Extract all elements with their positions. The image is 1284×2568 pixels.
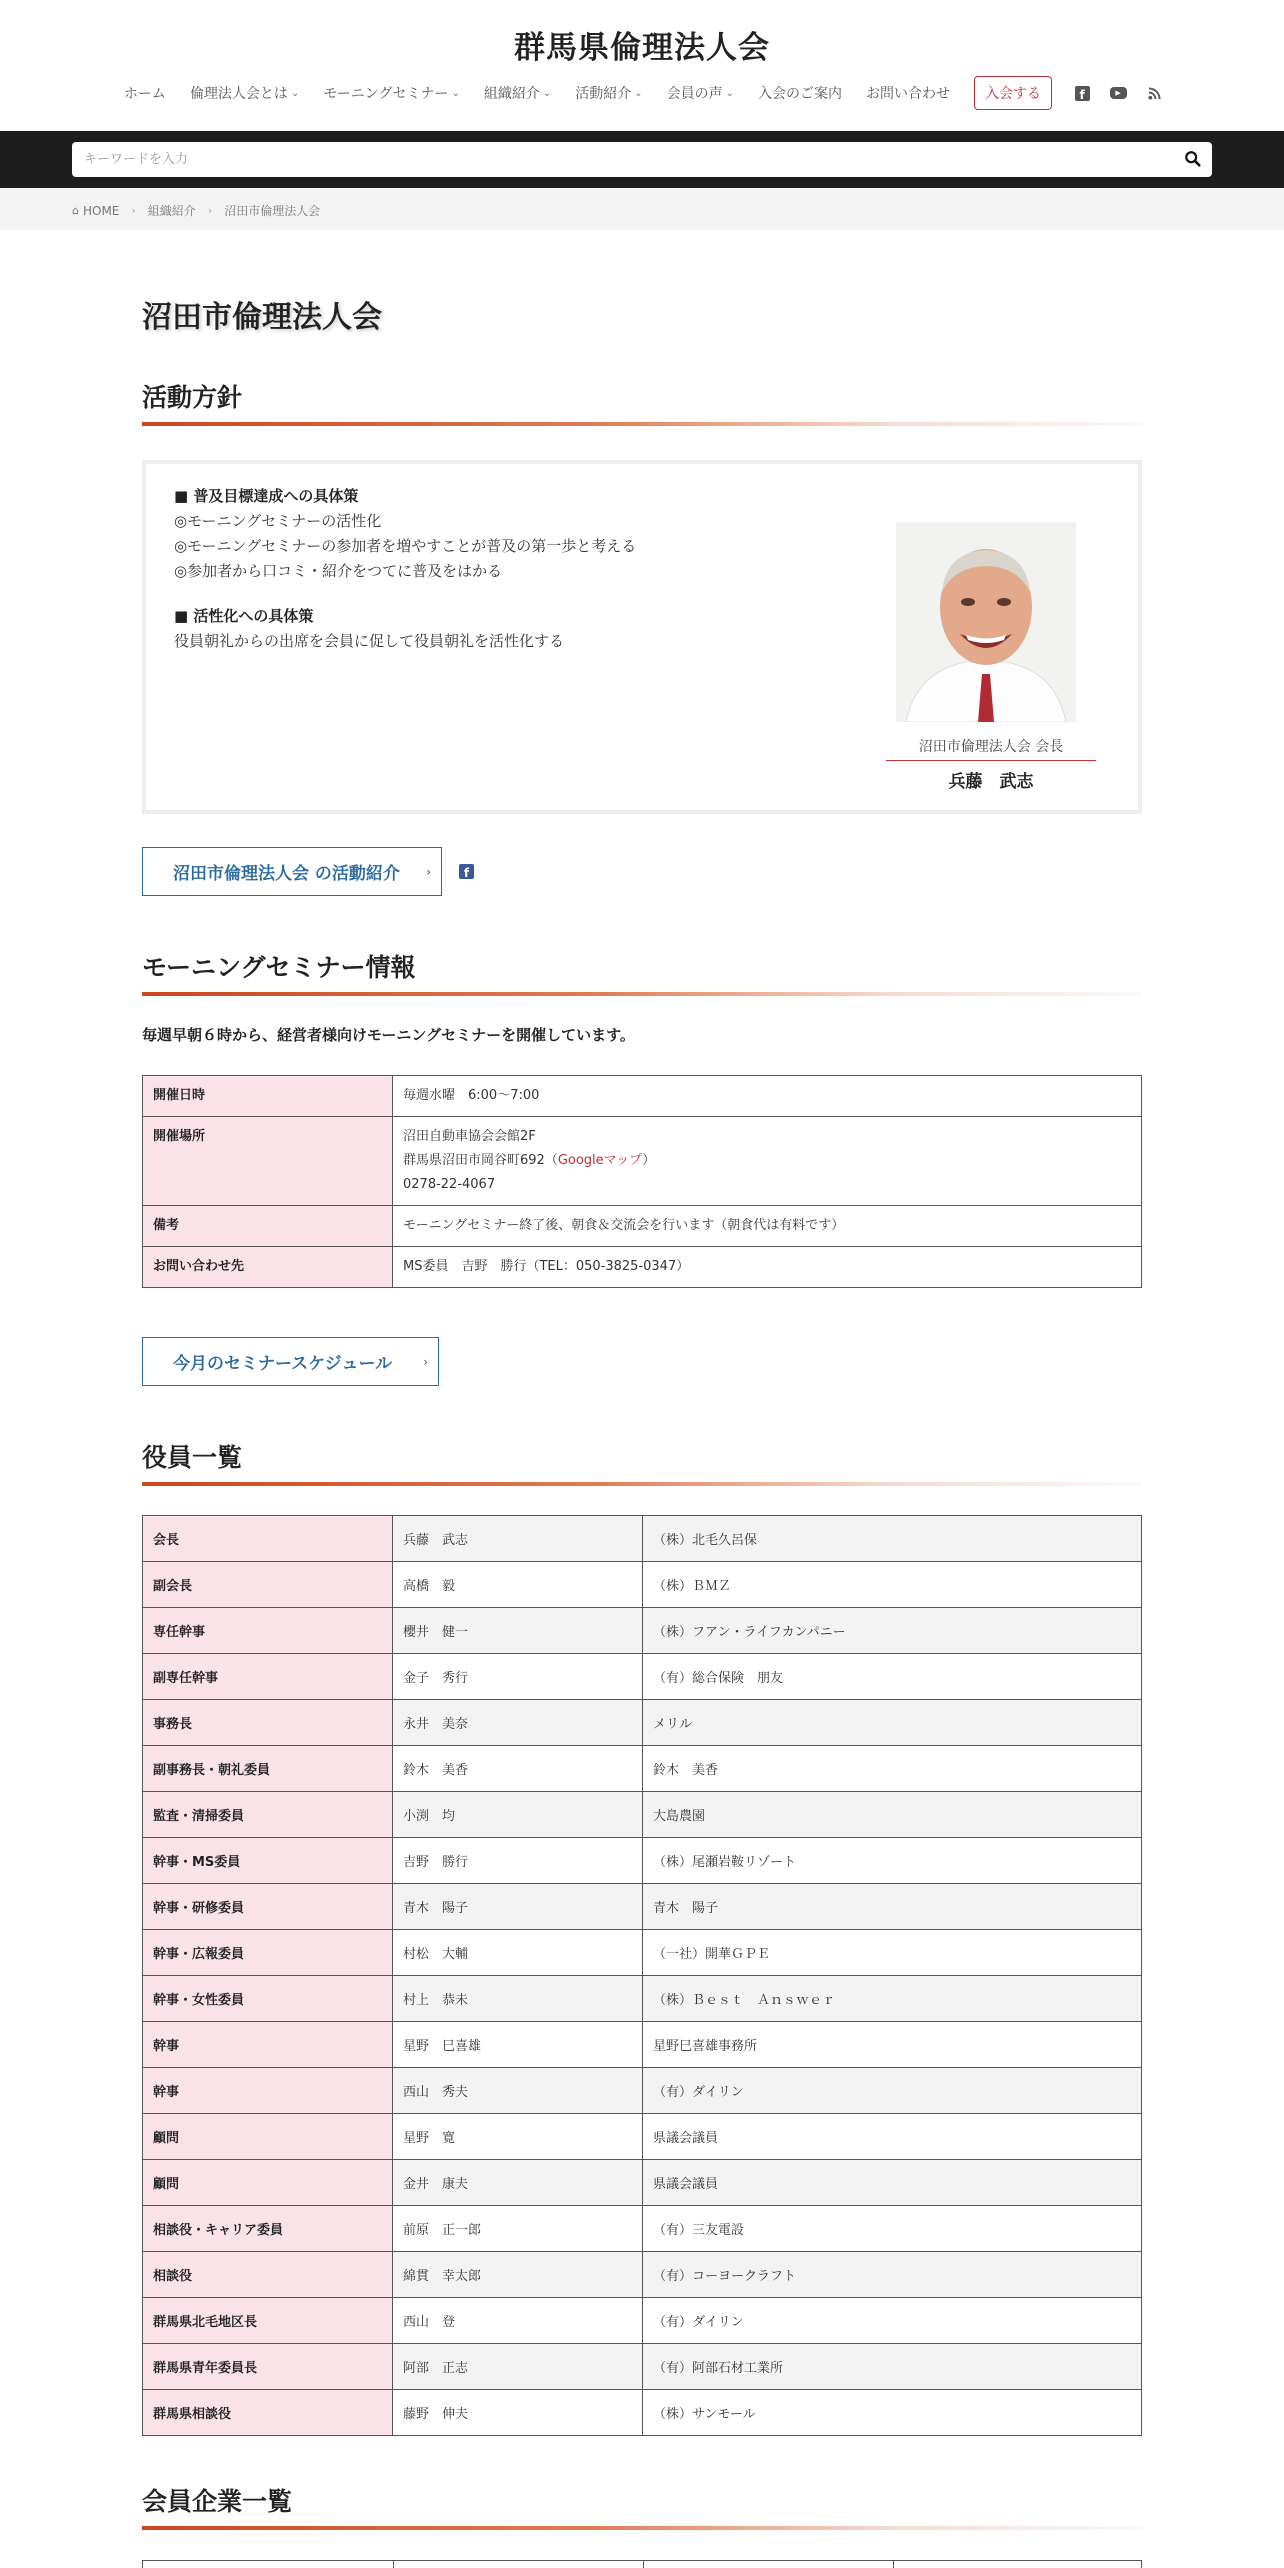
table-row: [143, 1654, 1142, 1700]
breadcrumb-separator-icon: ›: [131, 204, 136, 217]
table-row: [143, 2068, 1142, 2114]
officer-role: 顧問: [143, 2114, 393, 2160]
policy-text: [174, 484, 636, 654]
officer-role: 副事務長・朝礼委員: [143, 1746, 393, 1792]
seminar-heading-text: モーニングセミナー情報: [142, 953, 416, 982]
policy-box: [142, 460, 1142, 814]
officer-company: （有）ダイリン: [643, 2068, 1142, 2114]
table-row: [143, 1792, 1142, 1838]
seminar-lead: 毎週早朝６時から、経営者様向けモーニングセミナーを開催しています。: [142, 1026, 635, 1044]
table-row: [143, 1884, 1142, 1930]
officer-company: 県議会議員: [643, 2160, 1142, 2206]
officer-name: 西山 登: [393, 2298, 643, 2344]
officer-name: 小渕 均: [393, 1792, 643, 1838]
officer-role: 副専任幹事: [143, 1654, 393, 1700]
officer-name: 綿貫 幸太郎: [393, 2252, 643, 2298]
nav-item[interactable]: [124, 83, 166, 103]
table-row: [143, 1838, 1142, 1884]
officer-role: 群馬県青年委員長: [143, 2344, 393, 2390]
table-row: [143, 2160, 1142, 2206]
officer-name: 金井 康夫: [393, 2160, 643, 2206]
officer-name: 吉野 勝行: [393, 1838, 643, 1884]
table-row: [143, 1930, 1142, 1976]
heading-rule: [142, 2526, 1142, 2530]
activity-link-label: 沼田市倫理法人会 の活動紹介: [173, 864, 400, 884]
officer-company: （株）尾瀬岩鞍リゾート: [643, 1838, 1142, 1884]
table-row: [143, 1976, 1142, 2022]
table-row: [143, 2344, 1142, 2390]
table-value: MS委員 吉野 勝行（TEL：050-3825-0347）: [393, 1247, 1142, 1288]
nav-item-label: ホーム: [123, 86, 166, 102]
chevron-down-icon: ⌄: [542, 87, 552, 99]
officer-company: メリル: [643, 1700, 1142, 1746]
table-key: 備考: [143, 1206, 393, 1247]
officers-heading: [142, 1438, 1142, 1474]
officer-company: （株）サンモール: [643, 2390, 1142, 2436]
table-row: [143, 1247, 1142, 1288]
table-row: [143, 2206, 1142, 2252]
join-button[interactable]: 入会する: [974, 76, 1052, 110]
officer-company: （株）フアン・ライフカンパニー: [643, 1608, 1142, 1654]
officer-company: 鈴木 美香: [643, 1746, 1142, 1792]
officer-company: 大島農園: [643, 1792, 1142, 1838]
breadcrumb-parent[interactable]: 組織紹介: [147, 204, 196, 218]
table-row: [143, 2390, 1142, 2436]
table-row: [143, 2298, 1142, 2344]
table-key: 開催場所: [143, 1117, 393, 1206]
officer-role: 監査・清掃委員: [143, 1792, 393, 1838]
officer-name: 藤野 伸夫: [393, 2390, 643, 2436]
officer-company: （有）阿部石材工業所: [643, 2344, 1142, 2390]
officer-name: 兵藤 武志: [393, 1516, 643, 1562]
officers-table: [142, 1515, 1142, 2436]
officer-role: 幹事: [143, 2022, 393, 2068]
seminar-info-table: [142, 1075, 1142, 1288]
officer-role: 副会長: [143, 1562, 393, 1608]
nav-item-label: 活動紹介: [575, 86, 632, 102]
place-address: 群馬県沼田市岡谷町692（: [403, 1153, 558, 1168]
members-table: [142, 2560, 1142, 2568]
search-box: [72, 142, 1212, 177]
chevron-right-icon: ›: [423, 1354, 428, 1369]
policy-section2-title: ■ 活性化への具体策: [174, 607, 314, 625]
table-value: 毎週水曜 6:00～7:00: [393, 1076, 1142, 1117]
nav-item[interactable]: [323, 83, 460, 103]
table-row: [143, 1562, 1142, 1608]
schedule-link-label: 今月のセミナースケジュール: [173, 1354, 393, 1374]
policy-section1-title: ■ 普及目標達成への具体策: [174, 487, 359, 505]
nav-item[interactable]: [758, 83, 842, 103]
officer-company: 星野巳喜雄事務所: [643, 2022, 1142, 2068]
nav-item-label: 組織紹介: [483, 86, 540, 102]
place-line: [403, 1149, 1131, 1173]
officer-role: 顧問: [143, 2160, 393, 2206]
table-row: [143, 1206, 1142, 1247]
nav-item[interactable]: [866, 83, 950, 103]
officer-name: 永井 美奈: [393, 1700, 643, 1746]
officer-name: 村松 大輔: [393, 1930, 643, 1976]
officer-company: （一社）開華ＧＰＥ: [643, 1930, 1142, 1976]
officer-name: 金子 秀行: [393, 1654, 643, 1700]
table-row: [143, 1746, 1142, 1792]
table-row: [143, 1076, 1142, 1117]
officer-name: 前原 正一郎: [393, 2206, 643, 2252]
place-line: 沼田自動車協会会館2F: [403, 1129, 536, 1144]
table-value: モーニングセミナー終了後、朝食＆交流会を行います（朝食代は有料です）: [393, 1206, 1142, 1247]
place-line: 0278-22-4067: [403, 1177, 496, 1192]
breadcrumb-current: 沼田市倫理法人会: [224, 204, 321, 218]
heading-rule: [142, 1482, 1142, 1486]
officer-company: 青木 陽子: [643, 1884, 1142, 1930]
officer-role: 会長: [143, 1516, 393, 1562]
president-name: 兵藤 武志: [948, 772, 1034, 792]
breadcrumb: [72, 202, 320, 219]
breadcrumb-separator-icon: ›: [207, 204, 213, 217]
nav-item[interactable]: [667, 83, 734, 103]
policy-heading-text: 活動方針: [142, 383, 243, 412]
members-heading: [142, 2482, 1142, 2518]
policy-line: ◎モーニングセミナーの活性化: [174, 512, 382, 530]
officer-role: 事務長: [143, 1700, 393, 1746]
main-nav: [0, 76, 1284, 110]
nav-item-label: モーニングセミナー: [323, 86, 449, 102]
nav-item-label: 入会のご案内: [758, 86, 843, 102]
officer-company: （株）Ｂｅｓｔ Ａｎｓｗｅｒ: [643, 1976, 1142, 2022]
officer-role: 幹事・女性委員: [143, 1976, 393, 2022]
officer-role: 相談役・キャリア委員: [143, 2206, 393, 2252]
policy-line: ◎モーニングセミナーの参加者を増やすことが普及の第一歩と考える: [174, 537, 637, 555]
table-row: [143, 1608, 1142, 1654]
facebook-icon[interactable]: f: [1072, 83, 1092, 103]
officer-name: 星野 寛: [393, 2114, 643, 2160]
president-photo: [896, 522, 1076, 722]
officer-company: （株）ＢＭＺ: [643, 1562, 1142, 1608]
place-paren: ）: [642, 1153, 656, 1168]
officer-company: 県議会議員: [643, 2114, 1142, 2160]
officer-company: （有）三友電設: [643, 2206, 1142, 2252]
chevron-right-icon: ›: [426, 864, 431, 879]
table-value: [393, 1117, 1142, 1206]
officer-name: 西山 秀夫: [393, 2068, 643, 2114]
table-row: [143, 2252, 1142, 2298]
search-bar: [0, 131, 1284, 188]
policy-heading: [142, 378, 1142, 414]
officer-role: 幹事: [143, 2068, 393, 2114]
nav-item[interactable]: [484, 83, 551, 103]
officer-company: （株）北毛久呂保: [643, 1516, 1142, 1562]
chevron-down-icon: ⌄: [290, 87, 300, 99]
table-row: [143, 1700, 1142, 1746]
table-row: [143, 1117, 1142, 1206]
table-row: [143, 1516, 1142, 1562]
officer-name: 青木 陽子: [393, 1884, 643, 1930]
officer-role: 群馬県相談役: [143, 2390, 393, 2436]
table-key: 開催日時: [143, 1076, 393, 1117]
officer-company: （有）ダイリン: [643, 2298, 1142, 2344]
officers-heading-text: 役員一覧: [142, 1443, 243, 1472]
table-row: [143, 2114, 1142, 2160]
officer-name: 高橋 毅: [393, 1562, 643, 1608]
officer-company: （有）コーヨークラフト: [643, 2252, 1142, 2298]
officer-role: 相談役: [143, 2252, 393, 2298]
officer-name: 村上 恭未: [393, 1976, 643, 2022]
breadcrumb-bar: [0, 188, 1284, 230]
heading-rule: [142, 992, 1142, 996]
rss-icon[interactable]: [1144, 83, 1164, 103]
chevron-down-icon: ⌄: [725, 87, 735, 99]
facebook-icon[interactable]: f: [459, 864, 474, 879]
google-map-link[interactable]: Googleマップ: [557, 1153, 643, 1168]
breadcrumb-home[interactable]: HOME: [82, 203, 120, 218]
chevron-down-icon: ⌄: [634, 87, 643, 99]
seminar-heading: [142, 948, 1142, 984]
home-icon: ⌂: [72, 204, 79, 217]
search-icon[interactable]: [1184, 150, 1202, 168]
officer-name: 阿部 正志: [393, 2344, 643, 2390]
officer-role: 専任幹事: [143, 1608, 393, 1654]
chevron-down-icon: ⌄: [451, 87, 460, 99]
page-title: 沼田市倫理法人会: [142, 300, 382, 335]
heading-rule: [142, 422, 1142, 426]
officer-name: 星野 巳喜雄: [393, 2022, 643, 2068]
activity-link-button[interactable]: [142, 847, 442, 896]
nav-item-label: 会員の声: [666, 86, 723, 102]
officer-role: 幹事・広報委員: [143, 1930, 393, 1976]
nav-item[interactable]: [575, 83, 642, 103]
site-title[interactable]: 群馬県倫理法人会: [514, 30, 770, 66]
nav-item[interactable]: [190, 83, 299, 103]
nav-item-label: 倫理法人会とは: [189, 86, 288, 102]
policy-line: ◎参加者から口コミ・紹介をつてに普及をはかる: [174, 562, 503, 580]
nav-item-label: お問い合わせ: [866, 86, 951, 102]
table-row: [143, 2022, 1142, 2068]
officer-company: （有）総合保険 朋友: [643, 1654, 1142, 1700]
officer-role: 群馬県北毛地区長: [143, 2298, 393, 2344]
policy-line: 役員朝礼からの出席を会員に促して役員朝礼を活性化する: [174, 632, 565, 650]
table-key: お問い合わせ先: [143, 1247, 393, 1288]
officer-role: 幹事・研修委員: [143, 1884, 393, 1930]
officer-role: 幹事・MS委員: [143, 1838, 393, 1884]
officer-name: 櫻井 健一: [393, 1608, 643, 1654]
search-input[interactable]: [72, 142, 1162, 177]
photo-caption: 沼田市倫理法人会 会長: [886, 736, 1096, 761]
members-heading-text: 会員企業一覧: [142, 2487, 293, 2516]
youtube-icon[interactable]: ▶: [1108, 83, 1128, 103]
officer-name: 鈴木 美香: [393, 1746, 643, 1792]
schedule-link-button[interactable]: [142, 1337, 439, 1386]
